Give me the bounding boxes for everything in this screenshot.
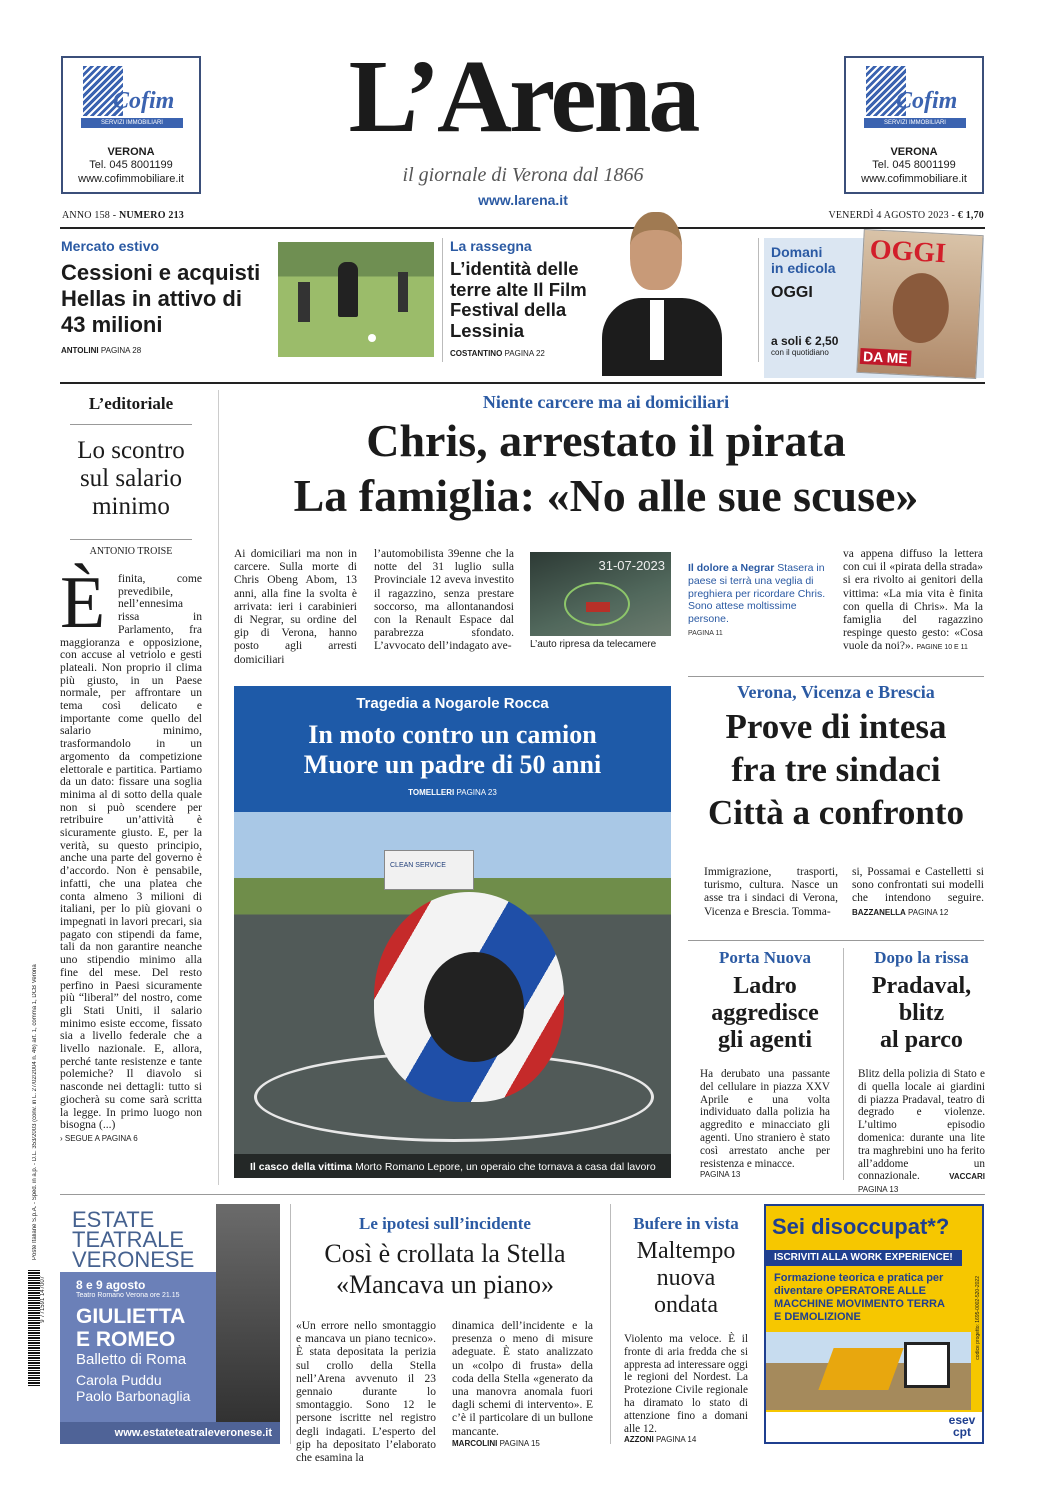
- cofim-logo: Cofim SERVIZI IMMOBILIARI: [862, 64, 966, 132]
- drop-cap: È: [60, 562, 106, 644]
- ad-tel: Tel. 045 8001199: [89, 159, 173, 171]
- lead-col4: va appena diffuso la lettera con cui il «pirata della strada» si era rivolto ai genitori della vittima: «La mia vita è finita con quella di Chris». Ma la famiglia del ragazzino respinge questo gesto: «Cosa vuole da noi?». PAGINE 10 E 11: [843, 548, 983, 653]
- issue-date: VENERDÌ 4 AGOSTO 2023 - € 1,70: [828, 210, 984, 221]
- stella-story[interactable]: Le ipotesi sull’incidente Così è crollata la Stella «Mancava un piano»: [324, 1214, 566, 1299]
- issue-info: ANNO 158 - NUMERO 213: [62, 210, 184, 221]
- mayors-story[interactable]: Verona, Vicenza e Brescia Prove di intesa fra tre sindaci Città a confronto: [708, 682, 964, 832]
- maltempo-story[interactable]: Bufere in vista Maltempo nuova ondata Violento ma veloce. È il fronte di aria fredda che si appresta ad interessare oggi le regioni del Nordest. La Protezione Civile regionale ha diramato lo stato di attenzione fino a domani alle 12. AZZONI PAGINA 14: [624, 1214, 748, 1445]
- ad-web: www.cofimmobiliare.it: [78, 173, 184, 185]
- cofim-ad-left[interactable]: [61, 56, 201, 194]
- teaser-rassegna[interactable]: La rassegna L’identità delle terre alte Il Film Festival della Lessinia COSTANTINO PAGINA 22: [450, 238, 587, 358]
- oggi-promo[interactable]: Domani in edicola OGGI a soli € 2,50 con il quotidiano OGGI DA ME: [764, 238, 984, 378]
- estate-teatrale-ad[interactable]: ESTATE TEATRALE VERONESE 8 e 9 agosto Teatro Romano Verona ore 21.15 GIULIETTA E ROMEO Balletto di Roma Carola Puddu Paolo Barbonaglia www.estateteatraleveronese.it: [60, 1204, 280, 1444]
- lead-col1: Ai domiciliari ma non in carcere. Sulla morte di Chris Obeng Abom, 13 anni, alla fine la svolta è arrivata: ieri i carabinieri di Negrar, su ordine del gip di Verona, hanno posto agli arresti domiciliari: [234, 548, 357, 666]
- editorial[interactable]: L’editoriale Lo scontro sul salario minimo ANTONIO TROISE È finita, come prevedibile, nell’ennesima rissa in Parlamento, fra maggioranza e opposizione, con accuse al vetriolo e gesti plateali. Non proprio il clima più giusto, in un Paese normale, per affrontare un tema così delicato e importante come quello del salario minimo, trasformandolo in un argomento da competizione elettorale e partitica. Partiamo da un dato: fissare una soglia minima al di sotto della quale non si può scendere per retribuire un’attività è sicuramente giusto. E, per la verità, su questo principio, anche una parte del governo è d’accordo. Non è pensabile, infatti, che una platea che conta almeno 3 milioni di italiani, per lo più giovani o impegnati in lavori precari, sia pagato con stipendi da fame, tali da non garantire neanche uno stipendio minimo alla fine del mese. Del resto perfino in Paesi sicuramente più “liberal” del nostro, come gli Stati Uniti, il salario minimo esiste eccome, fissato sia a livello federale che a livello nazionale. E, allora, perché tante resistenze e tante polemiche? Il diavolo si nasconde nei dettagli: tutto si giocherà su come sarà scritta la legge. In primo luogo non bisogna (...) › SEGUE A PAGINA 6: [60, 394, 202, 1143]
- cctv-photo: 31-07-2023: [530, 552, 671, 636]
- magazine-cover: OGGI DA ME: [856, 229, 983, 379]
- porta-nuova-story[interactable]: Porta Nuova Ladro aggredisce gli agenti Ha derubato una passante del cellulare in piazza XXV Aprile e una volta individuato dalla polizia ha aggredito e minacciato gli agenti. Uno straniero è stato così arrestato anche per resistenza e minacce. PAGINA 13: [700, 948, 830, 1180]
- football-photo: [278, 242, 434, 357]
- mayors-col2: si, Possamai e Castelletti si sono confrontati sui modelli che intendono seguire. BAZZANELLA PAGINA 12: [852, 866, 984, 917]
- teaser-mercato[interactable]: Mercato estivo Cessioni e acquisti Hellas in attivo di 43 milioni ANTOLINI PAGINA 28: [61, 238, 261, 355]
- site-link[interactable]: www.larena.it: [478, 192, 568, 208]
- work-experience-ad[interactable]: Sei disoccupat*? ISCRIVITI ALLA WORK EXPERIENCE! Formazione teorica e pratica per diventare OPERATORE ALLE MACCHINE MOVIMENTO TERRA E DEMOLIZIONE esev cpt codice progetto: 1695-0002-520-2022: [764, 1204, 984, 1444]
- mayors-col1: Immigrazione, trasporti, turismo, cultura. Nasce un asse tra i sindaci di Verona, Vicenza e Brescia. Tomma-: [704, 866, 838, 918]
- pradaval-story[interactable]: Dopo la rissa Pradaval, blitz al parco Blitz della polizia di Stato e di quella locale ai giardini di piazza Pradaval, teatro di degrado e violenze. L’ultimo episodio domenica: durante una lite tra maghrebini uno ha ferito all’addome un connazionale. VACCARI PAGINA 13: [858, 948, 985, 1195]
- negrar-box[interactable]: Il dolore a Negrar Stasera in paese si terrà una veglia di preghiera per ricordare Chris. Sono attese moltissime persone. PAGINA 11: [688, 562, 826, 637]
- masthead-title[interactable]: L’Arena: [348, 39, 698, 154]
- postal-info: Poste Italiane S.p.A. - Sped. in a.p. - D.L. 353/2003 (conv. in L. 27/02/2004 n. 46) art. 1, comma 1, DCB Verona: [32, 964, 38, 1260]
- lead-story[interactable]: Niente carcere ma ai domiciliari Chris, arrestato il pirata La famiglia: «No alle sue scuse»: [293, 392, 919, 521]
- stella-col1: «Un errore nello smontaggio e mancava un piano tecnico». È stata depositata la perizia sul crollo della Stella nell’Arena avvenuto il 23 gennaio durante lo smontaggio. Sono 12 le persone iscritte nel registro degli indagati. L’esperto del gip ha depositato l’elaborato che esamina la: [296, 1320, 436, 1465]
- stella-col2: dinamica dell’incidente e la presenza o meno di misure adeguate. È stato analizzato un «colpo di frusta» della coda della Stella «generato da una manovra anomala fuori dagli schemi di intervento». E c’è il particolare di un bullone mancante. MARCOLINI PAGINA 15: [452, 1320, 593, 1448]
- helmet-photo: CLEAN SERVICE Il casco della vittima Morto Romano Lepore, un operaio che tornava a casa dal lavoro: [234, 812, 671, 1178]
- masthead-tagline: il giornale di Verona dal 1866: [402, 164, 644, 186]
- ad-web: www.cofimmobiliare.it: [861, 173, 967, 185]
- lead-col2: l’automobilista 39enne che la notte del 31 luglio sulla Provinciale 12 aveva investito il ragazzino, senza prestare soccorso, ma allontanandosi con la Renault Espace dal parabrezza sfondato. L’avvocato dell’indagato ave-: [374, 548, 514, 653]
- ad-tel: Tel. 045 8001199: [872, 159, 956, 171]
- cctv-caption: L’auto ripresa da telecamere: [530, 639, 657, 650]
- cofim-logo: Cofim SERVIZI IMMOBILIARI: [79, 64, 183, 132]
- ad-city: VERONA: [107, 146, 155, 158]
- barcode: [28, 1270, 40, 1386]
- qr-code: [904, 1342, 950, 1388]
- portrait-photo: [592, 208, 752, 376]
- tragedy-story[interactable]: Tragedia a Nogarole Rocca In moto contro un camion Muore un padre di 50 anni TOMELLERI PAGINA 23: [234, 686, 671, 1178]
- ad-city: VERONA: [890, 146, 938, 158]
- cofim-ad-right[interactable]: [844, 56, 984, 194]
